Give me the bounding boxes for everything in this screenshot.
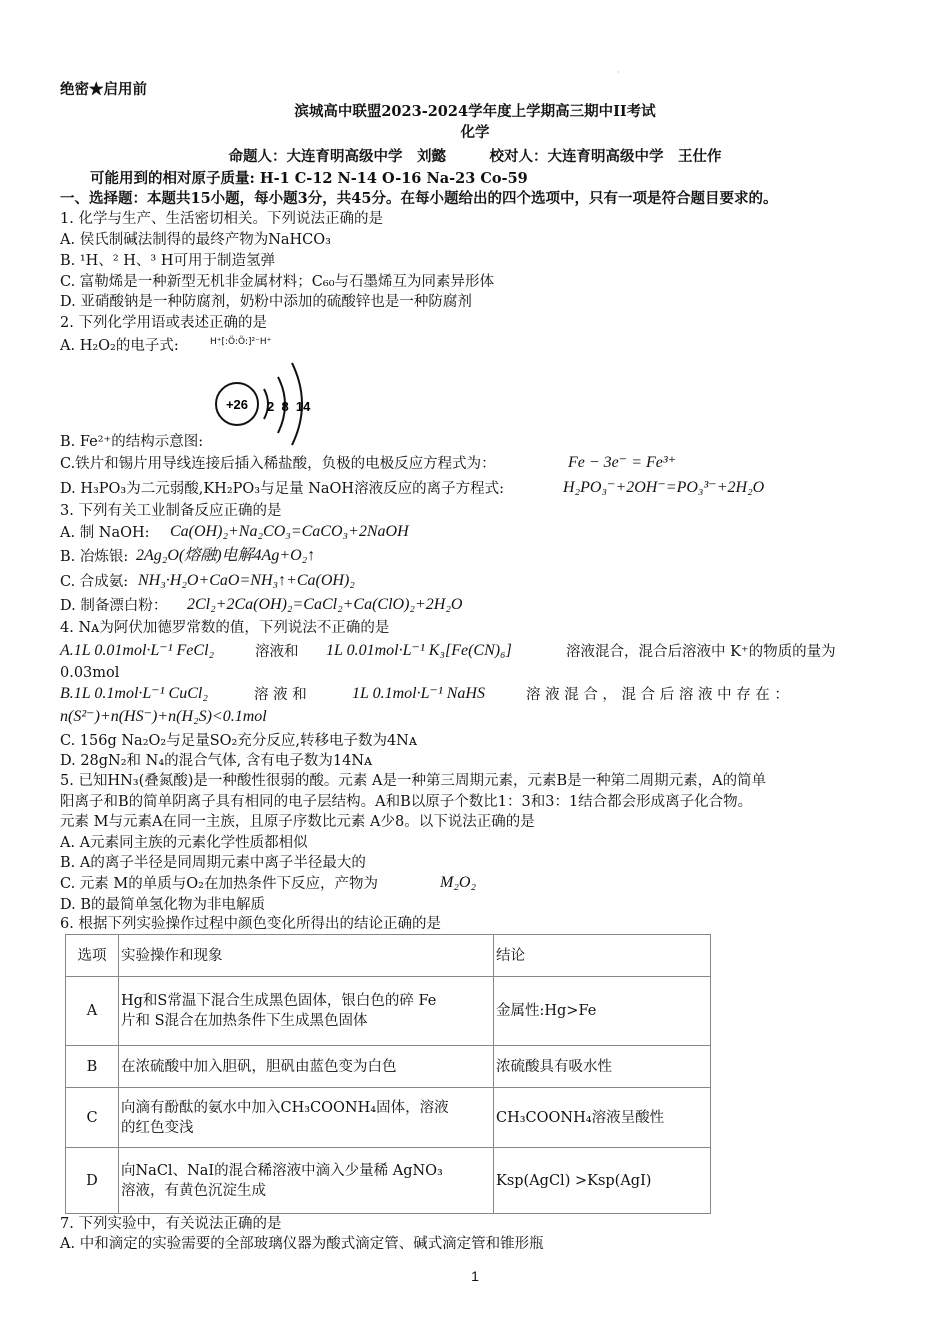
table-row: [66, 977, 711, 1046]
q4-a-tail-2: 0.03mol: [60, 665, 120, 681]
q2-d-equation: H₂PO₃⁻+2OH⁻=PO₃³⁻+2H₂O: [563, 479, 765, 496]
q5-line-1: 5. 已知HN₃(叠氮酸)是一种酸性很弱的酸。元素 A是一种第三周期元素，元素B是一种第二周期元素，A的简单: [60, 773, 767, 789]
q1-option-c: C. 富勒烯是一种新型无机非金属材料；C₆₀与石墨烯互为同素异形体: [60, 274, 495, 290]
q6-stem: 6. 根据下列实验操作过程中颜色变化所得出的结论正确的是: [60, 916, 441, 932]
q2-c-equation: Fe − 3e⁻ = Fe³⁺: [568, 454, 677, 471]
row-conclusion: Ksp(AgCl) >Ksp(AgI): [494, 1148, 711, 1214]
q7-option-a: A. 中和滴定的实验需要的全部玻璃仪器为酸式滴定管、碱式滴定管和锥形瓶: [60, 1236, 544, 1252]
q3-stem: 3. 下列有关工业制备反应正确的是: [60, 503, 282, 519]
q3-b-equation: 2Ag₂O(熔融)电解4Ag+O₂↑: [136, 547, 316, 564]
q4-stem: 4. Nᴀ为阿伏加德罗常数的值，下列说法不正确的是: [60, 620, 390, 636]
table-header-conclusion: 结论: [494, 935, 711, 977]
row-conclusion: CH₃COONH₄溶液呈酸性: [494, 1088, 711, 1148]
operation-line-2: 溶液，有黄色沉淀生成: [121, 1182, 266, 1199]
q1-stem: 1. 化学与生产、生活密切相关。下列说法正确的是: [60, 211, 383, 227]
q4-b-tail: 溶 液 混 合 ， 混 合 后 溶 液 中 存 在 ：: [526, 687, 789, 703]
q4-b-equation: B.1L 0.1mol·L⁻¹ CuCl₂: [60, 685, 208, 702]
page-number: 1: [471, 1268, 479, 1284]
q1-option-b: B. ¹H、² H、³ H可用于制造氢弹: [60, 253, 275, 269]
q3-option-b: B. 冶炼银:: [60, 549, 129, 565]
subject-title: 化学: [460, 124, 490, 141]
q1-option-d: D. 亚硝酸钠是一种防腐剂，奶粉中添加的硫酸锌也是一种防腐剂: [60, 294, 472, 310]
experiment-table: [65, 934, 711, 1214]
row-operation: 在浓硫酸中加入胆矾，胆矾由蓝色变为白色: [119, 1046, 494, 1088]
q4-b-equation-2: 1L 0.1mol·L⁻¹ NaHS: [352, 685, 485, 702]
q5-option-c: C. 元素 M的单质与O₂在加热条件下反应，产物为: [60, 876, 378, 892]
row-conclusion: 浓硫酸具有吸水性: [494, 1046, 711, 1088]
authors-line: 命题人：大连育明高级中学 刘懿 校对人：大连育明高级中学 王仕作: [228, 148, 722, 165]
q4-option-d: D. 28gN₂和 N₄的混合气体, 含有电子数为14Nᴀ: [60, 753, 373, 769]
row-operation: [119, 1148, 494, 1214]
row-operation: [119, 1088, 494, 1148]
operation-line-2: 的红色变浅: [121, 1119, 194, 1136]
q3-c-equation: NH₃·H₂O+CaO=NH₃↑+Ca(OH)₂: [138, 572, 355, 589]
q3-d-equation: 2Cl₂+2Ca(OH)₂=CaCl₂+Ca(ClO)₂+2H₂O: [187, 596, 463, 613]
q2-option-b: B. Fe²⁺的结构示意图:: [60, 434, 204, 450]
row-option: B: [66, 1046, 119, 1088]
shell-electrons: 2 8 14: [267, 399, 311, 414]
q3-a-equation: Ca(OH)₂+Na₂CO₃=CaCO₃+2NaOH: [170, 523, 409, 540]
table-row: [66, 1148, 711, 1214]
q4-a-equation: A.1L 0.01mol·L⁻¹ FeCl₂: [60, 642, 215, 659]
h2o2-electron-formula: H⁺[:Ö:Ö:]²⁻H⁺: [210, 337, 272, 347]
operation-line-1: 向NaCl、NaI的混合稀溶液中滴入少量稀 AgNO₃: [121, 1162, 443, 1179]
q5-line-2: 阳离子和B的简单阴离子具有相同的电子层结构。A和B以原子个数比1：3和3：1结合都会形成离子化合物。: [60, 794, 753, 810]
table-row: [66, 1088, 711, 1148]
q5-line-3: 元素 M与元素A在同一主族，且原子序数比元素 A少8。以下说法正确的是: [60, 814, 535, 830]
q3-option-a: A. 制 NaOH:: [60, 525, 150, 541]
table-header-option: 选项: [66, 935, 119, 977]
q1-option-a: A. 侯氏制碱法制得的最终产物为NaHCO₃: [60, 232, 331, 248]
stray-mark: ·: [617, 68, 620, 77]
row-option: D: [66, 1148, 119, 1214]
q4-option-c: C. 156g Na₂O₂与足量SO₂充分反应,转移电子数为4Nᴀ: [60, 733, 418, 749]
q4-b-equation-3: n(S²⁻)+n(HS⁻)+n(H₂S)<0.1mol: [60, 708, 267, 725]
q7-stem: 7. 下列实验中，有关说法正确的是: [60, 1216, 282, 1232]
row-operation: [119, 977, 494, 1046]
operation-line-1: Hg和S常温下混合生成黑色固体，银白色的碎 Fe: [121, 993, 437, 1009]
row-option: C: [66, 1088, 119, 1148]
q5-option-b: B. A的离子半径是同周期元素中离子半径最大的: [60, 855, 366, 871]
atomic-masses: 可能用到的相对原子质量: H-1 C-12 N-14 O-16 Na-23 Co-59: [90, 170, 528, 187]
q4-b-mid: 溶 液 和: [254, 687, 307, 703]
row-conclusion: 金属性:Hg>Fe: [494, 977, 711, 1046]
fe-ion-structure-diagram: [212, 355, 322, 447]
q3-option-d: D. 制备漂白粉：: [60, 598, 168, 614]
table-header-row: [66, 935, 711, 977]
table-row: [66, 1046, 711, 1088]
operation-line-1: 向滴有酚酞的氨水中加入CH₃COONH₄固体，溶液: [121, 1099, 449, 1116]
q4-a-tail: 溶液混合，混合后溶液中 K⁺的物质的量为: [566, 644, 836, 660]
q3-option-c: C. 合成氨:: [60, 574, 129, 590]
q4-a-mid: 溶液和: [255, 644, 299, 660]
q5-option-a: A. A元素同主族的元素化学性质都相似: [60, 835, 308, 851]
q5-option-d: D. B的最简单氢化物为非电解质: [60, 897, 265, 913]
q2-option-d: D. H₃PO₃为二元弱酸,KH₂PO₃与足量 NaOH溶液反应的离子方程式:: [60, 481, 504, 497]
row-option: A: [66, 977, 119, 1046]
q2-option-a: A. H₂O₂的电子式:: [60, 338, 179, 354]
q5-c-equation: M₂O₂: [440, 874, 477, 891]
table-header-operation: 实验操作和现象: [119, 935, 494, 977]
exam-title: 滨城高中联盟2023-2024学年度上学期高三期中II考试: [294, 103, 656, 120]
q4-a-equation-2: 1L 0.01mol·L⁻¹ K₃[Fe(CN)₆]: [326, 642, 512, 659]
operation-line-2: 片和 S混合在加热条件下生成黑色固体: [121, 1013, 368, 1029]
secret-label: 绝密★启用前: [60, 81, 147, 98]
q2-stem: 2. 下列化学用语或表述正确的是: [60, 315, 267, 331]
section-heading: 一、选择题：本题共15小题，每小题3分，共45分。在每小题给出的四个选项中，只有一项是符合题目要求的。: [60, 190, 778, 207]
nucleus-charge: +26: [225, 397, 249, 412]
q2-option-c: C.铁片和锡片用导线连接后插入稀盐酸，负极的电极反应方程式为：: [60, 456, 496, 472]
